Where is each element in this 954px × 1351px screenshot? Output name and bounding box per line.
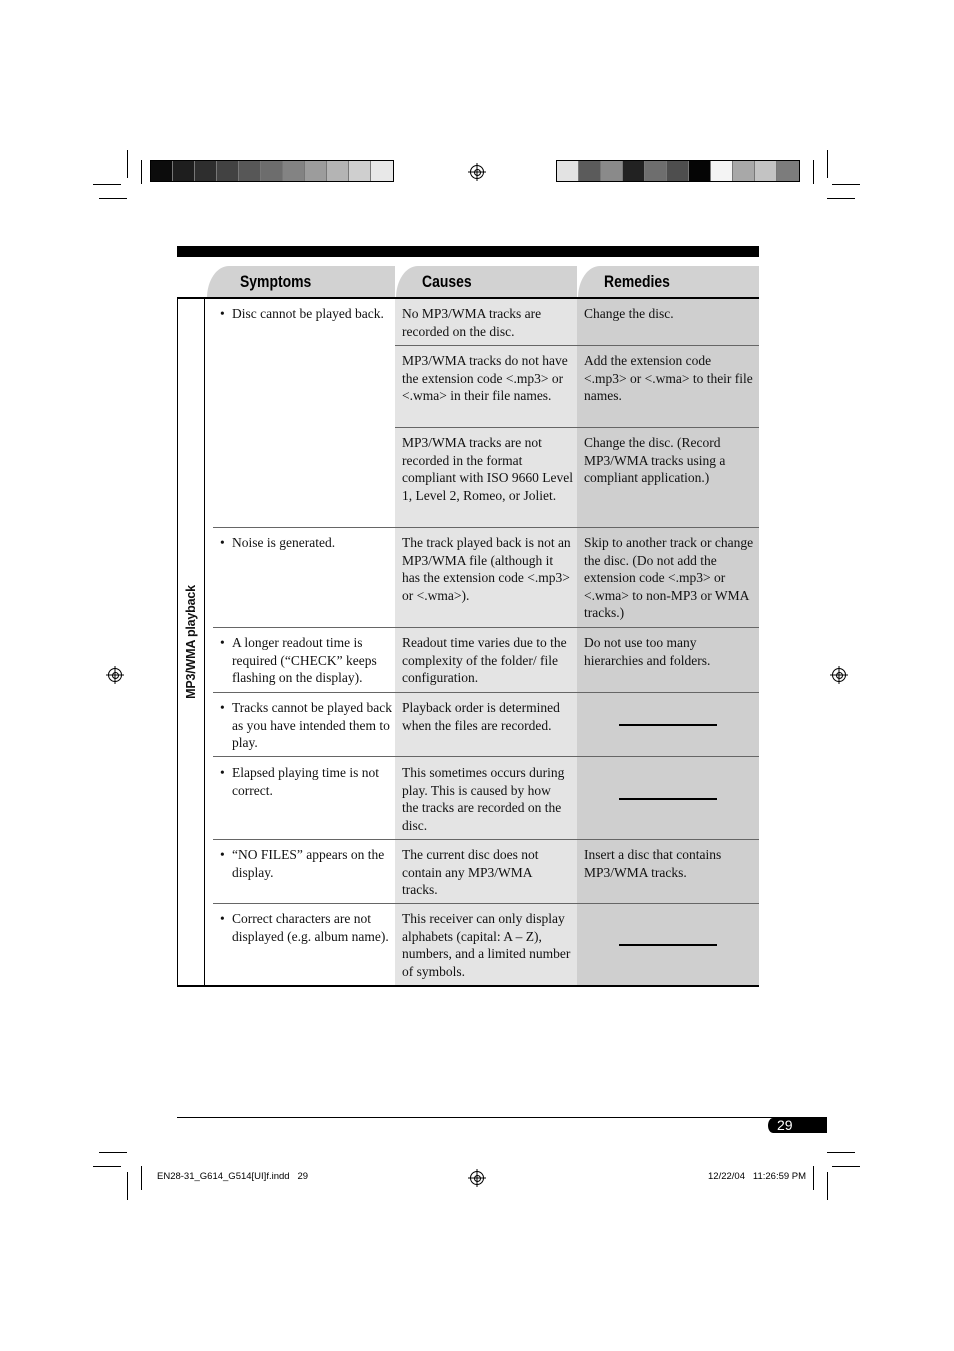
table-row-symptom: • Correct characters are not displayed (e.g. album name).	[220, 911, 389, 944]
table-bottom-rule	[177, 985, 759, 987]
table-row-symptom: • Elapsed playing time is not correct.	[220, 765, 379, 798]
table-row-symptom: • A longer readout time is required (“CHECK” keeps flashing on the display).	[220, 635, 377, 686]
table-row-cause: This sometimes occurs during play. This is caused by how the tracks are recorded on the disc.	[402, 765, 565, 833]
table-row-cause: Readout time varies due to the complexity of the folder/ file configuration.	[402, 635, 567, 686]
table-row-cause: This receiver can only display alphabets (capital: A – Z), numbers, and a limited number of symbols.	[402, 911, 571, 979]
registration-mark-icon	[832, 668, 846, 682]
table-row-remedy: Skip to another track or change the disc. (Do not add the extension code <.mp3> or <.wma> to non-MP3 or WMA tracks.)	[584, 535, 754, 621]
row-divider	[213, 756, 759, 757]
table-row-remedy: Change the disc. (Record MP3/WMA tracks using a compliant application.)	[584, 435, 726, 486]
table-row-remedy: Do not use too many hierarchies and folders.	[584, 635, 711, 668]
symptom-text: Elapsed playing time is not correct.	[232, 765, 379, 798]
page-number: 29	[777, 1117, 793, 1133]
registration-mark-icon	[470, 165, 484, 179]
section-label: MP3/WMA playback	[184, 585, 198, 699]
registration-mark-icon	[470, 1171, 484, 1185]
registration-mark-icon	[108, 668, 122, 682]
color-bar-right	[556, 160, 800, 182]
table-row-symptom: • Tracks cannot be played back as you have intended them to play.	[220, 700, 392, 751]
row-divider	[213, 692, 759, 693]
table-row-remedy: Add the extension code <.mp3> or <.wma> to their file names.	[584, 353, 753, 404]
header-bar	[177, 246, 759, 257]
page-number-badge	[768, 1118, 827, 1133]
table-row-symptom: • “NO FILES” appears on the display.	[220, 847, 385, 880]
row-divider	[395, 427, 759, 428]
no-remedy-dash	[619, 724, 717, 726]
symptom-text: Tracks cannot be played back as you have intended them to play.	[232, 700, 392, 751]
symptom-text: Correct characters are not displayed (e.g. album name).	[232, 911, 389, 944]
timestamp-slug: 12/22/04 11:26:59 PM	[708, 1171, 807, 1182]
no-remedy-dash	[619, 944, 717, 946]
table-row-symptom: • Noise is generated.	[220, 535, 336, 550]
table-row-cause: MP3/WMA tracks do not have the extension code <.mp3> or <.wma> in their file names.	[402, 353, 568, 404]
table-row-cause: No MP3/WMA tracks are recorded on the disc.	[402, 306, 542, 339]
row-divider	[213, 839, 759, 840]
row-divider	[213, 527, 759, 528]
header-remedies: Remedies	[578, 266, 759, 298]
row-divider	[395, 345, 759, 346]
table-row-cause: The current disc does not contain any MP3/WMA tracks.	[402, 847, 539, 898]
no-remedy-dash	[619, 798, 717, 800]
header-causes: Causes	[396, 266, 577, 298]
table-row-symptom: • Disc cannot be played back.	[220, 306, 384, 321]
file-slug: EN28-31_G614_G514[UI]f.indd 29	[157, 1171, 309, 1182]
symptom-text: Noise is generated.	[232, 535, 336, 550]
table-row-remedy: Change the disc.	[584, 306, 674, 321]
footer-rule	[177, 1117, 827, 1118]
table-row-cause: MP3/WMA tracks are not recorded in the format compliant with ISO 9660 Level 1, Level 2, Romeo, or Joliet.	[402, 435, 573, 503]
row-divider	[213, 627, 759, 628]
symptom-text: A longer readout time is required (“CHECK” keeps flashing on the display).	[232, 635, 377, 686]
symptom-text: “NO FILES” appears on the display.	[232, 847, 385, 880]
color-bar-left	[150, 160, 394, 182]
table-row-cause: The track played back is not an MP3/WMA file (although it has the extension code <.mp3> or <.wma>).	[402, 535, 571, 603]
header-symptoms: Symptoms	[207, 266, 395, 298]
row-divider	[213, 903, 759, 904]
table-row-remedy: Insert a disc that contains MP3/WMA tracks.	[584, 847, 722, 880]
symptom-text: Disc cannot be played back.	[232, 306, 384, 321]
table-row-cause: Playback order is determined when the files are recorded.	[402, 700, 560, 733]
